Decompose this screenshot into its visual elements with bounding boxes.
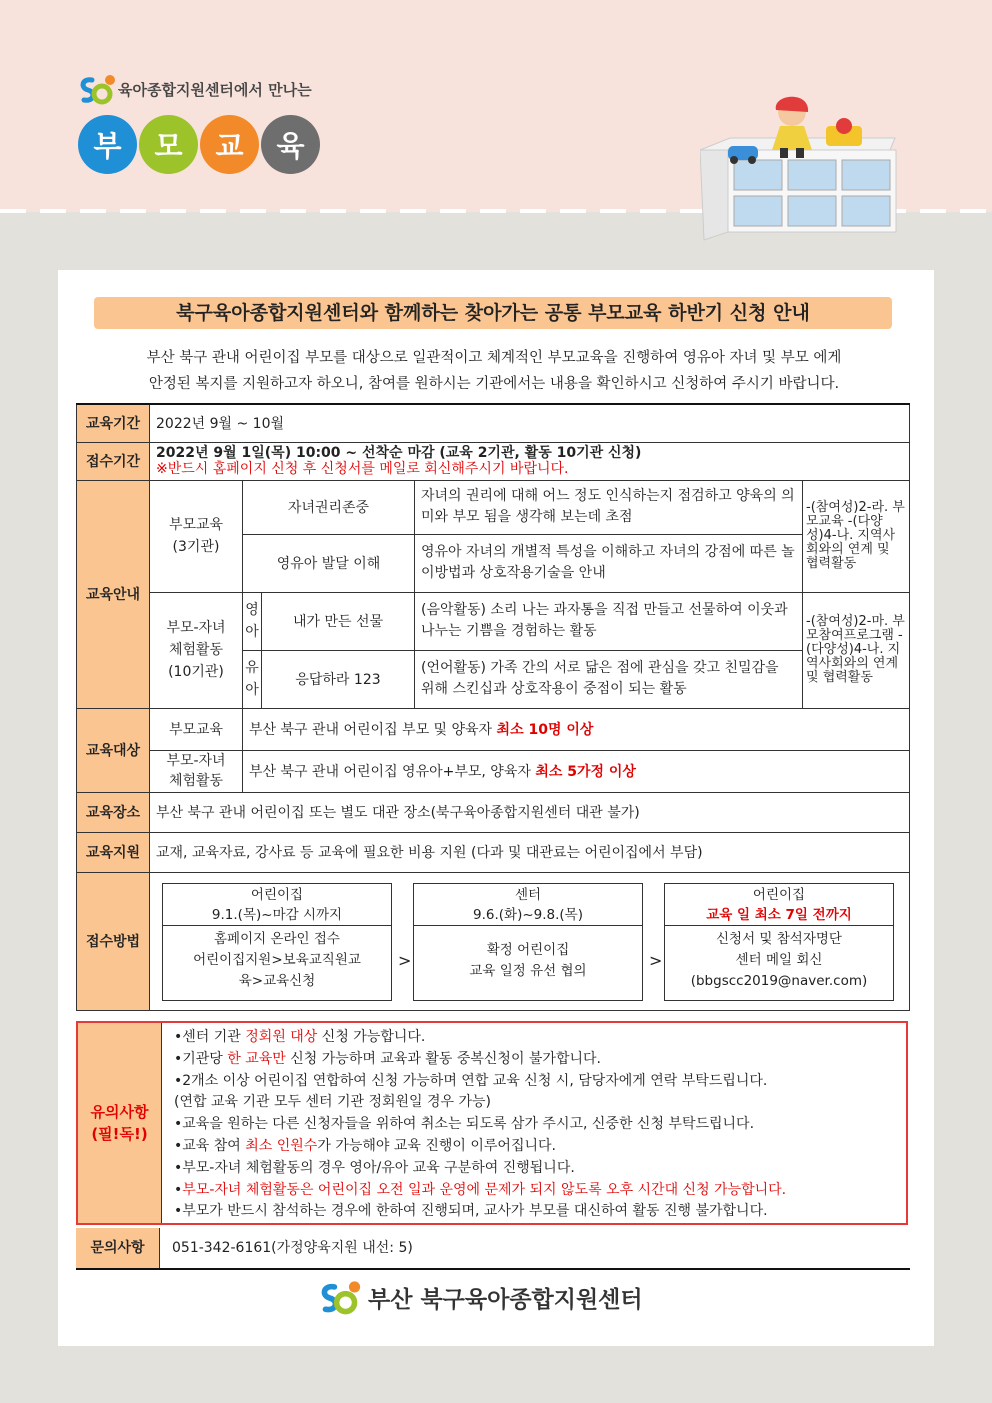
activity-name: 내가 만든 선물 xyxy=(262,592,415,650)
center-logo-icon xyxy=(78,72,116,106)
center-logo-icon xyxy=(318,1278,362,1316)
step-body: 신청서 및 참석자명단 xyxy=(716,930,842,947)
step-body: 홈페이지 온라인 접수 xyxy=(214,930,340,947)
topic-name: 자녀권리존중 xyxy=(243,480,415,534)
caution-text: •교육을 원하는 다른 신청자들을 위하여 취소는 되도록 삼가 주시고, 신중한 신청 부탁드립니다. xyxy=(174,1116,755,1133)
target-type: 부모-자녀 xyxy=(166,753,226,769)
age-label: 영 xyxy=(245,602,259,618)
criteria-note: -(참여성)2-마. 부모참여프로그램 -(다양성)4-나. 지역사회와의 연계 및 협력활동 xyxy=(803,592,910,708)
step-body: 어린이집지원>보육교직원교 xyxy=(193,951,361,968)
caution-box xyxy=(76,1021,908,1225)
caution-highlight: 정회원 대상 xyxy=(245,1029,318,1045)
apply-note: ※반드시 홈페이지 신청 후 신청서를 메일로 회신해주시기 바랍니다. xyxy=(156,461,569,477)
caution-label xyxy=(78,1023,162,1223)
apply-value: 2022년 9월 1일(목) 10:00 ~ 선착순 마감 (교육 2기관, 활동 10기관 신청) xyxy=(156,445,642,461)
caution-highlight: 최소 인원수 xyxy=(245,1137,318,1154)
contact-phone: 051-342-6161(가정양육지원 내선: 5) xyxy=(172,1240,413,1256)
footer-logo xyxy=(318,1278,643,1316)
intro-line: 부산 북구 관내 어린이집 부모를 대상으로 일관적이고 체계적인 부모교육을 진행하여 영유아 자녀 및 부모 에게 xyxy=(146,350,842,366)
notice-title: 북구육아종합지원센터와 함께하는 찾아가는 공통 부모교육 하반기 신청 안내 xyxy=(94,297,892,329)
step-who: 어린이집 xyxy=(752,886,806,903)
step-when: 9.1.(목)~마감 시까지 xyxy=(211,906,343,923)
caution-highlight: 부모-자녀 체험활동은 어린이집 오전 일과 운영에 문제가 되지 않도록 오후 시간대 신청 가능합니다. xyxy=(182,1181,787,1198)
caution-item xyxy=(174,1092,904,1114)
caution-list xyxy=(174,1027,904,1223)
support-value: 교재, 교육자료, 강사료 등 교육에 필요한 비용 지원 (다과 및 대관료는 어린이집에서 부담) xyxy=(150,832,910,872)
caution-item xyxy=(174,1071,904,1093)
intro-text xyxy=(96,345,892,397)
caution-label-line: 유의사항 xyxy=(90,1103,149,1121)
target-type: 부모교육 xyxy=(150,708,243,750)
place-value: 부산 북구 관내 어린이집 또는 별도 대관 장소(북구육아종합지원센터 대관 불가) xyxy=(150,792,910,832)
activity-label: 부모-자녀 xyxy=(166,620,226,636)
caution-text: 가 가능해야 교육 진행이 이루어집니다. xyxy=(317,1137,556,1154)
target-desc: 부산 북구 관내 어린이집 부모 및 양육자 xyxy=(249,722,497,738)
row-label: 교육기간 xyxy=(77,404,150,442)
row-label: 교육안내 xyxy=(77,480,150,708)
row-label: 접수기간 xyxy=(77,442,150,480)
parent-edu-count: (3기관) xyxy=(172,539,220,555)
step-when: 교육 일 최소 7일 전까지 xyxy=(706,906,852,923)
caution-text: •부모-자녀 체험활동의 경우 영아/유아 교육 구분하여 진행됩니다. xyxy=(174,1159,575,1176)
step-when: 9.6.(화)~9.8.(목) xyxy=(473,906,583,923)
step-body: 교육 일정 유선 협의 xyxy=(469,962,587,979)
caution-text: (연합 교육 기관 모두 센터 기관 정회원일 경우 가능) xyxy=(174,1094,492,1111)
title-char: 부 xyxy=(78,115,137,174)
age-label: 아 xyxy=(245,624,259,640)
header-subtitle: 육아종합지원센터에서 만나는 xyxy=(118,80,312,99)
row-label: 접수방법 xyxy=(77,872,150,1010)
caution-text: •부모가 반드시 참석하는 경우에 한하여 진행되며, 교사가 부모를 대신하여 활동 진행 불가합니다. xyxy=(174,1203,768,1220)
step-body: (bbgscc2019@naver.com) xyxy=(690,972,868,989)
row-label: 교육장소 xyxy=(77,792,150,832)
activity-name: 응답하라 123 xyxy=(262,650,415,708)
toy-shelf-illustration xyxy=(700,90,900,245)
age-label: 유 xyxy=(245,660,259,676)
caution-text: 신청 가능합니다. xyxy=(317,1029,426,1045)
step-who: 어린이집 xyxy=(250,886,304,903)
step-box xyxy=(664,883,894,1001)
caution-text: •2개소 이상 어린이집 연합하여 신청 가능하며 연합 교육 신청 시, 담당자에게 연락 부탁드립니다. xyxy=(174,1072,768,1089)
step-body: 확정 어린이집 xyxy=(486,941,570,958)
topic-desc: 영유아 자녀의 개별적 특성을 이해하고 자녀의 강점에 따른 놀이방법과 상호작용기술을 안내 xyxy=(415,534,803,592)
caution-item xyxy=(174,1180,904,1202)
caution-text: •센터 기관 xyxy=(174,1029,246,1045)
caution-item xyxy=(174,1158,904,1180)
application-steps xyxy=(150,872,910,1010)
title-char: 모 xyxy=(139,115,198,174)
step-box xyxy=(413,883,643,1001)
target-type: 체험활동 xyxy=(168,773,224,789)
title-char: 교 xyxy=(200,115,259,174)
page-title xyxy=(78,115,322,174)
footer-org-name: 부산 북구육아종합지원센터 xyxy=(368,1286,643,1313)
caution-text: • xyxy=(174,1181,183,1198)
info-table xyxy=(76,403,910,1011)
contact-label: 문의사항 xyxy=(76,1228,160,1268)
caution-item xyxy=(174,1027,904,1049)
arrow-icon: > xyxy=(398,950,412,970)
criteria-note: -(참여성)2-라. 부모교육 -(다양성)4-나. 지역사회와의 연계 및 협력활동 xyxy=(803,480,910,592)
target-desc: 부산 북구 관내 어린이집 영유아+부모, 양육자 xyxy=(249,764,536,780)
row-label: 교육대상 xyxy=(77,708,150,792)
target-min: 최소 10명 이상 xyxy=(496,722,594,738)
age-label: 아 xyxy=(245,682,259,698)
arrow-icon: > xyxy=(649,950,663,970)
step-box xyxy=(162,883,392,1001)
topic-desc: 자녀의 권리에 대해 어느 정도 인식하는지 점검하고 양육의 의미와 부모 됨을 생각해 보는데 초점 xyxy=(415,480,803,534)
caution-highlight: 한 교육만 xyxy=(227,1050,286,1067)
caution-item xyxy=(174,1049,904,1071)
caution-item xyxy=(174,1114,904,1136)
step-body: 센터 메일 회신 xyxy=(735,951,823,968)
activity-desc: (음악활동) 소리 나는 과자통을 직접 만들고 선물하여 이웃과 나누는 기쁨을 경험하는 활동 xyxy=(415,592,803,650)
parent-edu-label: 부모교육 xyxy=(168,517,224,533)
caution-text: •기관당 xyxy=(174,1050,228,1067)
caution-item xyxy=(174,1136,904,1158)
topic-name: 영유아 발달 이해 xyxy=(243,534,415,592)
activity-label: 체험활동 xyxy=(168,642,224,658)
intro-line: 안정된 복지를 지원하고자 하오니, 참여를 원하시는 기관에서는 내용을 확인하시고 신청하여 주시기 바랍니다. xyxy=(148,376,840,392)
step-body: 육>교육신청 xyxy=(238,972,316,989)
activity-count: (10기관) xyxy=(168,664,224,680)
center-logo xyxy=(78,72,312,106)
contact-row xyxy=(76,1228,910,1270)
caution-label-line: (필!독!) xyxy=(91,1125,148,1143)
step-who: 센터 xyxy=(514,886,542,903)
target-min: 최소 5가정 이상 xyxy=(535,764,636,780)
row-label: 교육지원 xyxy=(77,832,150,872)
caution-text: 신청 가능하며 교육과 활동 중복신청이 불가합니다. xyxy=(285,1050,601,1067)
activity-desc: (언어활동) 가족 간의 서로 닮은 점에 관심을 갖고 친밀감을 위해 스킨십과 상호작용이 중점이 되는 활동 xyxy=(415,650,803,708)
caution-text: •교육 참여 xyxy=(174,1137,246,1154)
caution-item xyxy=(174,1201,904,1223)
title-char: 육 xyxy=(261,115,320,174)
period-value: 2022년 9월 ~ 10월 xyxy=(150,404,910,442)
